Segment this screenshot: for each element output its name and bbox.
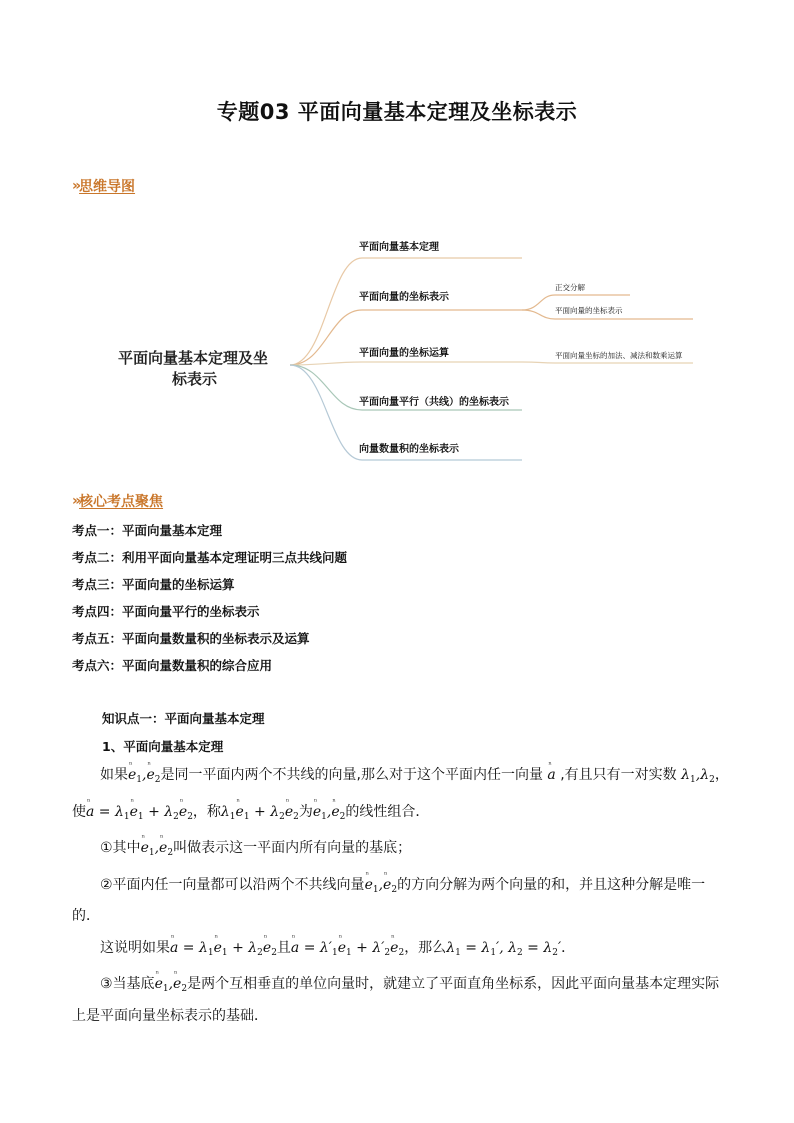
formula: ⁿ a <box>543 767 560 783</box>
knowledge-point-heading: 知识点一：平面向量基本定理 <box>102 711 265 726</box>
double-chevron-icon: » <box>72 178 79 194</box>
formula: ⁿ $e_1,^n$ $e_2$ <box>155 976 188 992</box>
mindmap-leaf-orthogonal: 正交分解 <box>555 283 585 292</box>
formula: $\lambda_1 = \lambda_1'$, $\lambda_2 = \lambda_2'$ <box>446 940 562 958</box>
formula: ⁿ $a = \lambda_1^n$ $e_1 + \lambda_2^n$ $e_2$ <box>86 804 193 820</box>
mindmap-branch-3: 平面向量的坐标运算 <box>359 348 449 359</box>
double-chevron-icon: » <box>72 493 79 509</box>
paragraph-line: 如果ⁿ $e_1,^n$ $e_2$是同一平面内两个不共线的向量,那么对于这个平面内任一向量 ⁿ a ,有且只有一对实数 $\lambda_1,\lambda_2$， <box>100 768 730 787</box>
paragraph-line: ③当基底ⁿ $e_1,^n$ $e_2$是两个互相垂直的单位向量时，就建立了平面直角坐标系，因此平面向量基本定理实际 <box>100 977 730 996</box>
kaodian-item: 考点四：平面向量平行的坐标表示 <box>72 604 260 619</box>
mind-map <box>100 220 710 470</box>
mindmap-branch-2: 平面向量的坐标表示 <box>359 292 449 303</box>
formula: ⁿ $e_1,^n$ $e_2$ <box>141 840 174 856</box>
mindmap-branch-4: 平面向量平行（共线）的坐标表示 <box>359 397 509 408</box>
section-heading-label: 核心考点聚焦 <box>79 494 164 510</box>
mindmap-leaf-ops: 平面向量坐标的加法、减法和数乘运算 <box>555 351 683 360</box>
page-title: 专题03 平面向量基本定理及坐标表示 <box>216 100 578 124</box>
mindmap-branch-1: 平面向量基本定理 <box>359 242 439 253</box>
branch-line-3 <box>290 362 522 365</box>
paragraph-line: 这说明如果ⁿ $a = \lambda_1^n$ $e_1 + \lambda_2^n$ $e_2$且ⁿ $a = \lambda'_1^n$ $e_1 + \lambda'_2^n$ $e_2$，那么$\lambda_1 = \lambda_1'$, $\lambda_2 = \lambda_2'$． <box>100 941 575 960</box>
paragraph-line: 使ⁿ $a = \lambda_1^n$ $e_1 + \lambda_2^n$ $e_2$，称$\lambda_1^n$ $e_1 + \lambda_2^n$ $e_2$为ⁿ $e_1,^n$ $e_2$的线性组合． <box>72 805 712 824</box>
mindmap-branch-5: 向量数量积的坐标表示 <box>359 444 459 455</box>
kaodian-item: 考点二：利用平面向量基本定理证明三点共线问题 <box>72 550 348 565</box>
formula: ⁿ $a = \lambda_1^n$ $e_1 + \lambda_2^n$ $e_2$ <box>170 940 277 956</box>
subsection-heading: 1、平面向量基本定理 <box>102 739 224 754</box>
formula: ⁿ $a = \lambda'_1^n$ $e_1 + \lambda'_2^n$ $e_2$ <box>291 940 404 956</box>
section-heading-label: 思维导图 <box>79 179 136 195</box>
kaodian-item: 考点三：平面向量的坐标运算 <box>72 577 235 592</box>
kaodian-item: 考点一：平面向量基本定理 <box>72 523 223 538</box>
formula: ⁿ $e_1,^n$ $e_2$ <box>365 877 398 893</box>
kaodian-item: 考点六：平面向量数量积的综合应用 <box>72 658 273 673</box>
mindmap-root-line2: 标表示 <box>172 370 218 388</box>
paragraph-line: ①其中ⁿ $e_1,^n$ $e_2$叫做表示这一平面内所有向量的基底； <box>100 841 411 860</box>
formula: ⁿ $e_1,^n$ $e_2$ <box>128 767 161 783</box>
paragraph-line: 上是平面向量坐标表示的基础． <box>72 1008 268 1024</box>
section-heading-core <box>72 491 163 511</box>
formula: $\lambda_1,\lambda_2$ <box>676 767 715 785</box>
formula: ⁿ $e_1,^n$ $e_2$ <box>313 804 346 820</box>
formula: $\lambda_1^n$ $e_1 + \lambda_2^n$ $e_2$ <box>221 804 299 820</box>
paragraph-line: 的． <box>72 908 100 924</box>
leaf-line-3 <box>522 362 693 363</box>
section-heading-mindmap <box>72 176 135 196</box>
paragraph-line: ②平面内任一向量都可以沿两个不共线向量ⁿ $e_1,^n$ $e_2$的方向分解为两个向量的和，并且这种分解是唯一 <box>100 878 730 897</box>
mindmap-root-line1: 平面向量基本定理及坐 <box>118 349 269 367</box>
mindmap-leaf-coord-rep: 平面向量的坐标表示 <box>555 306 623 315</box>
kaodian-item: 考点五：平面向量数量积的坐标表示及运算 <box>72 631 310 646</box>
